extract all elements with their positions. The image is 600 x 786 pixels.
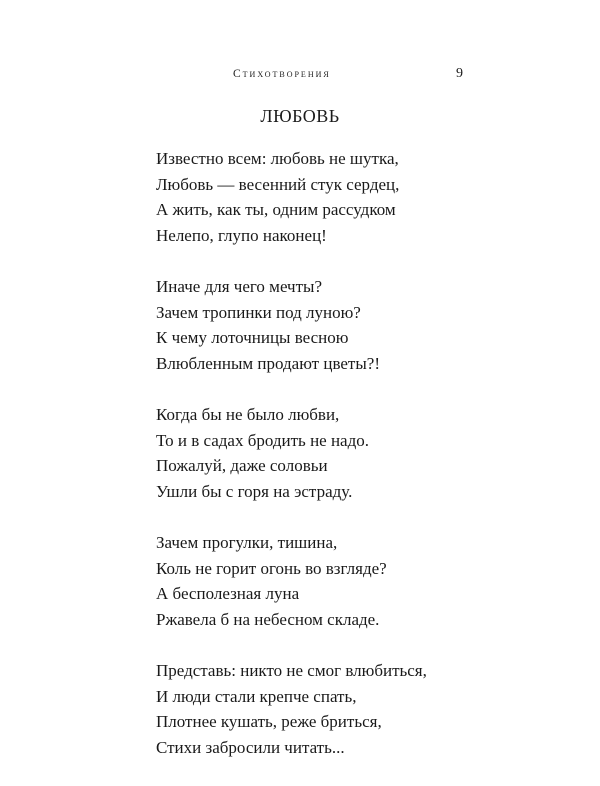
poem-line: То и в садах бродить не надо. bbox=[156, 430, 369, 450]
stanza-1 bbox=[156, 146, 427, 248]
poem-line: Ушли бы с горя на эстраду. bbox=[156, 481, 353, 501]
poem-line: А жить, как ты, одним рассудком bbox=[156, 200, 396, 219]
poem-line: И люди стали крепче спать, bbox=[156, 686, 357, 706]
poem-title: ЛЮБОВЬ bbox=[260, 106, 340, 126]
poem-line: Зачем тропинки под луною? bbox=[156, 302, 361, 322]
poem-line: Известно всем: любовь не шутка, bbox=[156, 149, 399, 168]
stanza-4 bbox=[156, 530, 427, 632]
poem-line: Коль не горит огонь во взгляде? bbox=[156, 558, 387, 578]
stanza-5 bbox=[156, 658, 427, 760]
poem-line: Любовь — весенний стук сердец, bbox=[156, 174, 400, 194]
poem-line: Зачем прогулки, тишина, bbox=[156, 533, 338, 552]
poem-line: Стихи забросили читать... bbox=[156, 737, 345, 757]
poem-body bbox=[156, 146, 427, 786]
poem-line: Нелепо, глупо наконец! bbox=[156, 225, 327, 245]
poem-line: Когда бы не было любви, bbox=[156, 405, 340, 424]
poem-line: Ржавела б на небесном складе. bbox=[156, 609, 380, 629]
poem-line: Влюбленным продают цветы?! bbox=[156, 353, 380, 373]
poem-line: Плотнее кушать, реже бриться, bbox=[156, 712, 382, 731]
stanza-2 bbox=[156, 274, 427, 376]
page-number: 9 bbox=[456, 66, 463, 81]
running-title: Стихотворения bbox=[233, 68, 331, 80]
poem-line: А бесполезная луна bbox=[156, 584, 300, 603]
poem-line: Представь: никто не смог влюбиться, bbox=[156, 661, 427, 680]
stanza-3 bbox=[156, 402, 427, 504]
poem-line: К чему лоточницы весною bbox=[156, 328, 349, 347]
poem-line: Пожалуй, даже соловьи bbox=[156, 456, 328, 475]
poem-line: Иначе для чего мечты? bbox=[156, 277, 323, 296]
